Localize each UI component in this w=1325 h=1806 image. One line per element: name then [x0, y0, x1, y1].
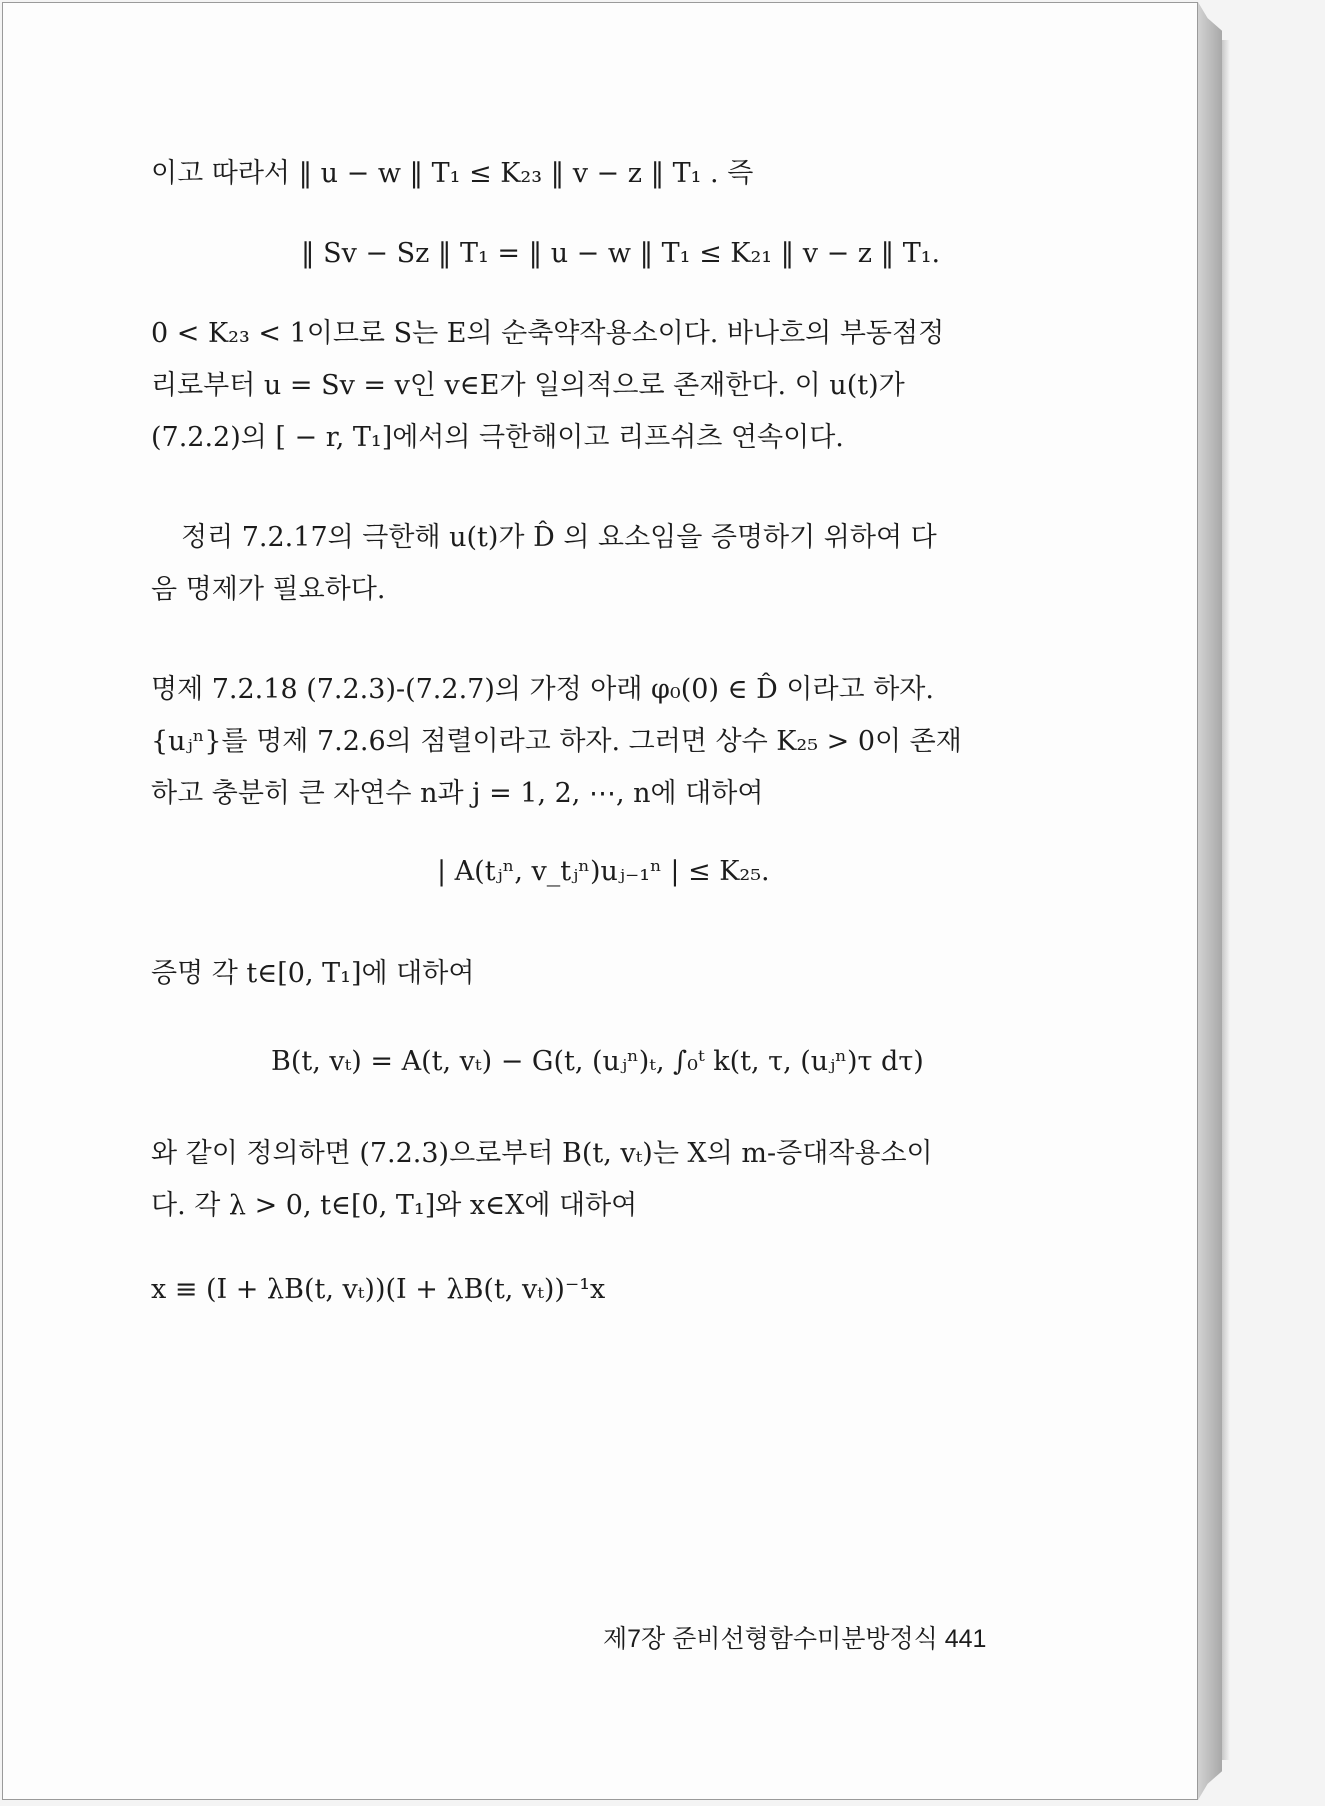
text-line-5: (7.2.2)의 [ − r, T₁]에서의 극한해이고 리프쉬츠 연속이다.: [151, 422, 844, 453]
text-line-3: 0 < K₂₃ < 1이므로 S는 E의 순축약작용소이다. 바나흐의 부동점정: [151, 318, 945, 349]
equation-3: B(t, vₜ) = A(t, vₜ) − G(t, (uⱼⁿ)ₜ, ∫₀ᵗ k(t, τ, (uⱼⁿ)τ dτ): [271, 1046, 924, 1077]
proposition-line-3: 하고 충분히 큰 자연수 n과 j = 1, 2, ⋯, n에 대하여: [151, 778, 764, 809]
equation-4: x ≡ (I + λB(t, vₜ))(I + λB(t, vₜ))⁻¹x: [151, 1274, 606, 1305]
proof-line-1: 증명 각 t∈[0, T₁]에 대하여: [151, 958, 475, 989]
book-page: [2, 2, 1198, 1800]
proposition-line-2: {uⱼⁿ}를 명제 7.2.6의 점렬이라고 하자. 그러면 상수 K₂₅ > 0이 존재: [151, 726, 962, 757]
proof-line-3: 다. 각 λ > 0, t∈[0, T₁]와 x∈X에 대하여: [151, 1190, 638, 1221]
text-line-1: 이고 따라서 ‖ u − w ‖ T₁ ≤ K₂₃ ‖ v − z ‖ T₁ . 즉: [151, 158, 754, 189]
page-shadow: [1222, 40, 1230, 1760]
page-footer: 제7장 준비선형함수미분방정식 441: [603, 1625, 987, 1653]
text-line-4: 리로부터 u = Sv = v인 v∈E가 일의적으로 존재한다. 이 u(t)가: [151, 370, 905, 401]
equation-2: | A(tⱼⁿ, v_tⱼⁿ)uⱼ₋₁ⁿ | ≤ K₂₅.: [437, 856, 770, 887]
proposition-line-1: 명제 7.2.18 (7.2.3)-(7.2.7)의 가정 아래 φ₀(0) ∈ D̂ 이라고 하자.: [151, 674, 934, 705]
text-line-6: 정리 7.2.17의 극한해 u(t)가 D̂ 의 요소임을 증명하기 위하여 다: [181, 522, 937, 553]
proof-line-2: 와 같이 정의하면 (7.2.3)으로부터 B(t, vₜ)는 X의 m-증대작용소이: [151, 1138, 933, 1169]
equation-1: ‖ Sv − Sz ‖ T₁ = ‖ u − w ‖ T₁ ≤ K₂₁ ‖ v − z ‖ T₁.: [301, 238, 941, 269]
page-edge: [1198, 2, 1222, 1800]
text-line-7: 음 명제가 필요하다.: [151, 574, 386, 605]
